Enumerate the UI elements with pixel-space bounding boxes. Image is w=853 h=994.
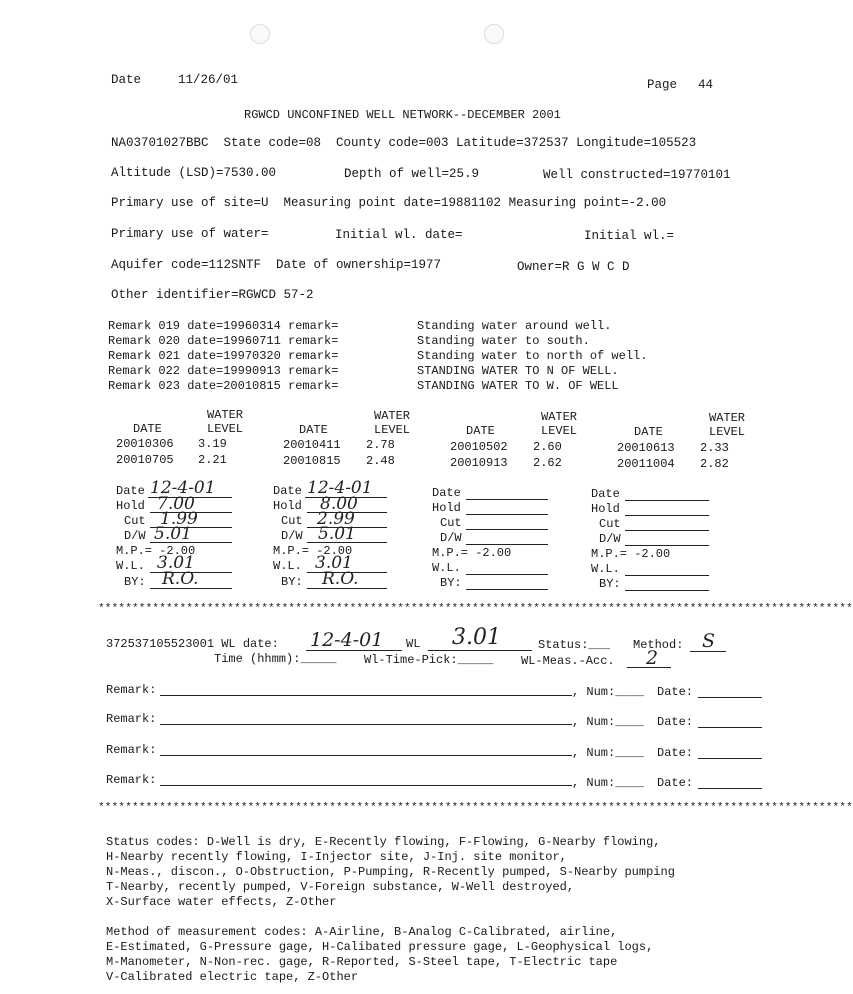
water-header: WATER (709, 411, 746, 425)
form-date-label: Date (432, 486, 461, 500)
status-codes-line: X-Surface water effects, Z-Other (106, 895, 337, 909)
form-date-label: Date (591, 487, 620, 501)
form-wl-line[interactable] (466, 574, 548, 575)
handwritten-cut: 1.99 (160, 509, 198, 529)
wl-level: 2.33 (700, 441, 729, 455)
method-codes-line: E-Estimated, G-Pressure gage, H-Calibated pressure gage, L-Geophysical logs, (106, 940, 654, 954)
handwritten-wl-date: 12-4-01 (310, 629, 384, 651)
form-dw-label: D/W (440, 531, 462, 545)
remark-text: Standing water to south. (417, 334, 590, 348)
remark-date-field[interactable] (698, 697, 762, 698)
form-by-line[interactable] (625, 590, 709, 591)
level-header: LEVEL (541, 424, 578, 438)
form-dw-label: D/W (124, 529, 146, 543)
handwritten-dw: 5.01 (318, 524, 356, 544)
initial-wl: Initial wl.= (584, 229, 675, 243)
water-header: WATER (374, 409, 411, 423)
form-wl-label: W.L. (273, 559, 302, 573)
wl-level: 2.60 (533, 440, 562, 454)
remark-label: Remark 021 date=19970320 remark= (108, 349, 339, 363)
form-hold-label: Hold (432, 501, 461, 515)
handwritten-date: 12-4-01 (150, 478, 216, 498)
form-cut-label: Cut (440, 516, 462, 530)
entry-status: Status:___ (538, 638, 611, 652)
form-by-label: BY: (281, 575, 303, 589)
level-header: LEVEL (709, 425, 746, 439)
form-dw-line[interactable] (466, 544, 548, 545)
depth-of-well: Depth of well=25.9 (344, 167, 480, 181)
remark-text: Standing water around well. (417, 319, 612, 333)
level-header: LEVEL (374, 423, 411, 437)
entry-site-id: 372537105523001 WL date: (106, 637, 279, 651)
handwritten-hold: 7.00 (157, 494, 195, 514)
altitude: Altitude (LSD)=7530.00 (111, 166, 277, 180)
remark-text: Standing water to north of well. (417, 349, 648, 363)
status-codes-line: T-Nearby, recently pumped, V-Foreign substance, W-Well destroyed, (106, 880, 575, 894)
form-hold-label: Hold (591, 502, 620, 516)
primary-use-water: Primary use of water= (111, 227, 269, 241)
remark-date-field[interactable] (698, 727, 762, 728)
handwritten-wl: 3.01 (315, 553, 353, 573)
wl-level: 2.78 (366, 438, 395, 452)
remark-date-field[interactable] (698, 758, 762, 759)
page-title: RGWCD UNCONFINED WELL NETWORK--DECEMBER 2001 (244, 108, 561, 122)
wl-date: 20010815 (283, 454, 341, 468)
form-dw-label: D/W (599, 532, 621, 546)
page-number: 44 (698, 78, 714, 92)
form-wl-label: W.L. (432, 561, 461, 575)
remark-label: Remark 020 date=19960711 remark= (108, 334, 339, 348)
remark-date-label: Date: (657, 715, 694, 729)
form-hold-label: Hold (116, 499, 145, 513)
status-codes-line: H-Nearby recently flowing, I-Injector site, J-Inj. site monitor, (106, 850, 567, 864)
status-codes-line: Status codes: D-Well is dry, E-Recently flowing, F-Flowing, G-Nearby flowing, (106, 835, 661, 849)
handwritten-dw: 5.01 (154, 524, 192, 544)
handwritten-acc: 2 (646, 647, 659, 669)
form-wl-label: W.L. (591, 562, 620, 576)
form-wl-line[interactable] (625, 575, 709, 576)
handwritten-wl: 3.01 (157, 553, 195, 573)
form-mp-label: M.P.= -2.00 (432, 546, 512, 560)
handwritten-cut: 2.99 (317, 509, 355, 529)
date-header: DATE (133, 422, 162, 436)
remark-date-label: Date: (657, 746, 694, 760)
entry-method-label: Method: (633, 638, 684, 652)
wl-date: 20011004 (617, 457, 675, 471)
remark-date-label: Date: (657, 776, 694, 790)
form-mp-label: M.P.= -2.00 (591, 547, 671, 561)
well-constructed: Well constructed=19770101 (543, 168, 731, 182)
handwritten-hold: 8.00 (320, 494, 358, 514)
wl-date: 20010913 (450, 456, 508, 470)
remark-field[interactable] (160, 695, 572, 696)
form-cut-label: Cut (281, 514, 303, 528)
remark-entry-label: Remark: (106, 773, 157, 787)
remark-num: , Num:____ (572, 776, 645, 790)
form-cut-line[interactable] (466, 529, 548, 530)
wl-level: 2.21 (198, 453, 227, 467)
date-header: DATE (299, 423, 328, 437)
remark-date-label: Date: (657, 685, 694, 699)
entry-time: Time (hhmm):_____ (214, 652, 337, 666)
wl-date: 20010502 (450, 440, 508, 454)
entry-wl-label: WL (406, 637, 421, 651)
remark-entry-label: Remark: (106, 743, 157, 757)
handwritten-initials: R.O. (322, 569, 359, 589)
form-by-label: BY: (124, 575, 146, 589)
form-hold-line[interactable] (466, 514, 548, 515)
wl-date: 20010306 (116, 437, 174, 451)
form-date-line[interactable] (466, 499, 548, 500)
page-label: Page (647, 78, 678, 92)
method-codes-line: M-Manometer, N-Non-rec. gage, R-Reported, S-Steel tape, T-Electric tape (106, 955, 618, 969)
header-date-label: Date (111, 73, 142, 87)
method-codes-line: V-Calibrated electric tape, Z-Other (106, 970, 359, 984)
remark-text: STANDING WATER TO N OF WELL. (417, 364, 619, 378)
form-date-label: Date (273, 484, 302, 498)
remark-entry-label: Remark: (106, 712, 157, 726)
handwritten-method: S (702, 630, 716, 652)
remark-label: Remark 019 date=19960314 remark= (108, 319, 339, 333)
remark-date-field[interactable] (698, 788, 762, 789)
remark-entry-label: Remark: (106, 683, 157, 697)
site-line-1: NA03701027BBC State code=08 County code=003 Latitude=372537 Longitude=105523 (111, 136, 697, 150)
wl-date: 20010411 (283, 438, 341, 452)
other-identifier: Other identifier=RGWCD 57-2 (111, 288, 314, 302)
wl-level: 2.62 (533, 456, 562, 470)
level-header: LEVEL (207, 422, 244, 436)
handwritten-initials: R.O. (162, 569, 199, 589)
entry-time-pick: Wl-Time-Pick:_____ (364, 653, 494, 667)
remark-text: STANDING WATER TO W. OF WELL (417, 379, 619, 393)
form-mp-label: M.P.= -2.00 (116, 544, 196, 558)
aquifer-code: Aquifer code=112SNTF Date of ownership=1977 (111, 258, 442, 272)
form-cut-line[interactable] (625, 530, 709, 531)
wl-level: 3.19 (198, 437, 227, 451)
remark-label: Remark 022 date=19990913 remark= (108, 364, 339, 378)
form-by-label: BY: (599, 577, 621, 591)
date-header: DATE (466, 424, 495, 438)
separator: *************************************************************************************************************** (98, 802, 853, 814)
remark-num: , Num:____ (572, 685, 645, 699)
form-hold-line[interactable] (625, 515, 709, 516)
punch-hole-left (250, 24, 270, 44)
form-date-label: Date (116, 484, 145, 498)
wl-value-field[interactable] (428, 650, 532, 651)
form-wl-label: W.L. (116, 559, 145, 573)
form-date-line[interactable] (625, 500, 709, 501)
handwritten-wl-value: 3.01 (452, 625, 501, 650)
remark-field[interactable] (160, 755, 572, 756)
initial-wl-date: Initial wl. date= (335, 228, 463, 242)
method-codes-line: Method of measurement codes: A-Airline, B-Analog C-Calibrated, airline, (106, 925, 618, 939)
form-by-label: BY: (440, 576, 462, 590)
form-cut-label: Cut (124, 514, 146, 528)
date-header: DATE (634, 425, 663, 439)
form-mp-label: M.P.= -2.00 (273, 544, 353, 558)
status-codes-line: N-Meas., discon., O-Obstruction, P-Pumping, R-Recently pumped, S-Nearby pumping (106, 865, 675, 879)
remark-num: , Num:____ (572, 715, 645, 729)
remark-field[interactable] (160, 724, 572, 725)
wl-date: 20010613 (617, 441, 675, 455)
remark-num: , Num:____ (572, 746, 645, 760)
handwritten-date: 12-4-01 (307, 478, 373, 498)
separator: *************************************************************************************************************** (98, 603, 853, 615)
form-cut-label: Cut (599, 517, 621, 531)
remark-label: Remark 023 date=20010815 remark= (108, 379, 339, 393)
form-hold-label: Hold (273, 499, 302, 513)
entry-acc-label: WL-Meas.-Acc. (521, 654, 615, 668)
owner: Owner=R G W C D (517, 260, 630, 274)
wl-level: 2.82 (700, 457, 729, 471)
punch-hole-right (484, 24, 504, 44)
water-header: WATER (541, 410, 578, 424)
wl-date: 20010705 (116, 453, 174, 467)
wl-level: 2.48 (366, 454, 395, 468)
water-header: WATER (207, 408, 244, 422)
form-dw-label: D/W (281, 529, 303, 543)
header-date-value: 11/26/01 (178, 73, 239, 87)
primary-use-site: Primary use of site=U Measuring point date=19881102 Measuring point=-2.00 (111, 196, 667, 210)
form-dw-line[interactable] (625, 545, 709, 546)
remark-field[interactable] (160, 785, 572, 786)
form-by-line[interactable] (466, 589, 548, 590)
